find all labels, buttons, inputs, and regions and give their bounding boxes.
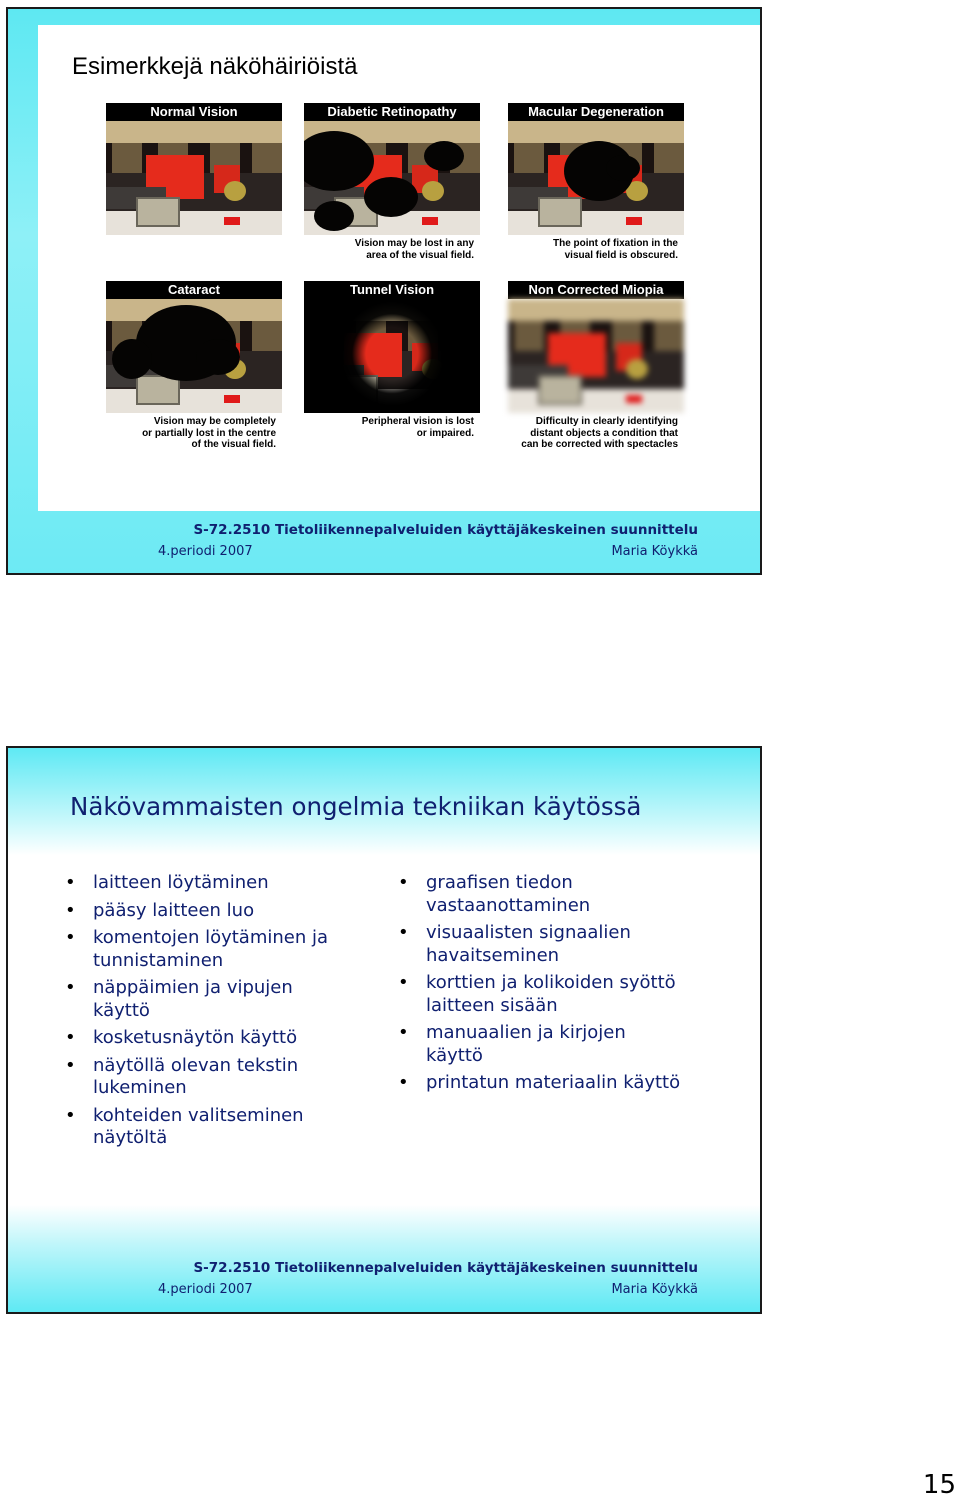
list-item: • näytöllä olevan tekstin lukeminen bbox=[65, 1055, 365, 1100]
footer-course-name: S-72.2510 Tietoliikennepalveluiden käyttäjäkeskeinen suunnittelu bbox=[193, 522, 698, 538]
office-scene-image bbox=[304, 121, 480, 235]
slide-title: Näkövammaisten ongelmia tekniikan käytössä bbox=[70, 792, 642, 821]
sim-non-corrected-myopia bbox=[508, 281, 684, 452]
sim-title: Normal Vision bbox=[106, 103, 282, 121]
list-item: • printatun materiaalin käyttö bbox=[398, 1072, 718, 1095]
list-item: • komentojen löytäminen ja tunnistaminen bbox=[65, 927, 365, 972]
list-item: • kohteiden valitseminen näytöltä bbox=[65, 1105, 365, 1150]
sim-caption: The point of fixation in the visual field is obscured. bbox=[508, 235, 684, 274]
sim-diabetic-retinopathy bbox=[304, 103, 480, 274]
sim-normal-vision bbox=[106, 103, 282, 235]
sim-caption: Vision may be completely or partially lost in the centre of the visual field. bbox=[106, 413, 282, 452]
sim-caption: Vision may be lost in any area of the visual field. bbox=[304, 235, 480, 274]
office-scene-image bbox=[508, 299, 684, 413]
sim-cataract bbox=[106, 281, 282, 452]
sim-macular-degeneration bbox=[508, 103, 684, 274]
office-scene-image bbox=[106, 121, 282, 235]
list-item: • kosketusnäytön käyttö bbox=[65, 1027, 365, 1050]
sim-title: Cataract bbox=[106, 281, 282, 299]
list-item: • laitteen löytäminen bbox=[65, 872, 365, 895]
list-item: • visuaalisten signaalien havaitseminen bbox=[398, 922, 718, 967]
sim-tunnel-vision bbox=[304, 281, 480, 452]
footer-author: Maria Köykkä bbox=[611, 544, 698, 559]
sim-title: Macular Degeneration bbox=[508, 103, 684, 121]
slide-title: Esimerkkejä näköhäiriöistä bbox=[72, 53, 358, 80]
page-number: 15 bbox=[922, 1470, 956, 1500]
sim-caption: Peripheral vision is lost or impaired. bbox=[304, 413, 480, 452]
sim-title: Diabetic Retinopathy bbox=[304, 103, 480, 121]
sim-title: Tunnel Vision bbox=[304, 281, 480, 299]
office-scene-image bbox=[304, 299, 480, 413]
footer-period: 4.periodi 2007 bbox=[158, 1282, 253, 1297]
list-item: • näppäimien ja vipujen käyttö bbox=[65, 977, 365, 1022]
list-item: • graafisen tiedon vastaanottaminen bbox=[398, 872, 718, 917]
footer-period: 4.periodi 2007 bbox=[158, 544, 253, 559]
slide-vision-examples bbox=[6, 7, 762, 575]
footer-author: Maria Köykkä bbox=[611, 1282, 698, 1297]
office-scene-image bbox=[508, 121, 684, 235]
office-scene-image bbox=[106, 299, 282, 413]
bullet-list-right bbox=[398, 872, 718, 1100]
sim-caption: Difficulty in clearly identifying distant objects a condition that can be corrected with spectacles bbox=[508, 413, 684, 452]
list-item: • pääsy laitteen luo bbox=[65, 900, 365, 923]
list-item: • korttien ja kolikoiden syöttö laitteen sisään bbox=[398, 972, 718, 1017]
bullet-list-left bbox=[65, 872, 365, 1155]
list-item: • manuaalien ja kirjojen käyttö bbox=[398, 1022, 718, 1067]
sim-title: Non Corrected Miopia bbox=[508, 281, 684, 299]
slide-accessibility-problems bbox=[6, 746, 762, 1314]
footer-course-name: S-72.2510 Tietoliikennepalveluiden käyttäjäkeskeinen suunnittelu bbox=[193, 1260, 698, 1276]
